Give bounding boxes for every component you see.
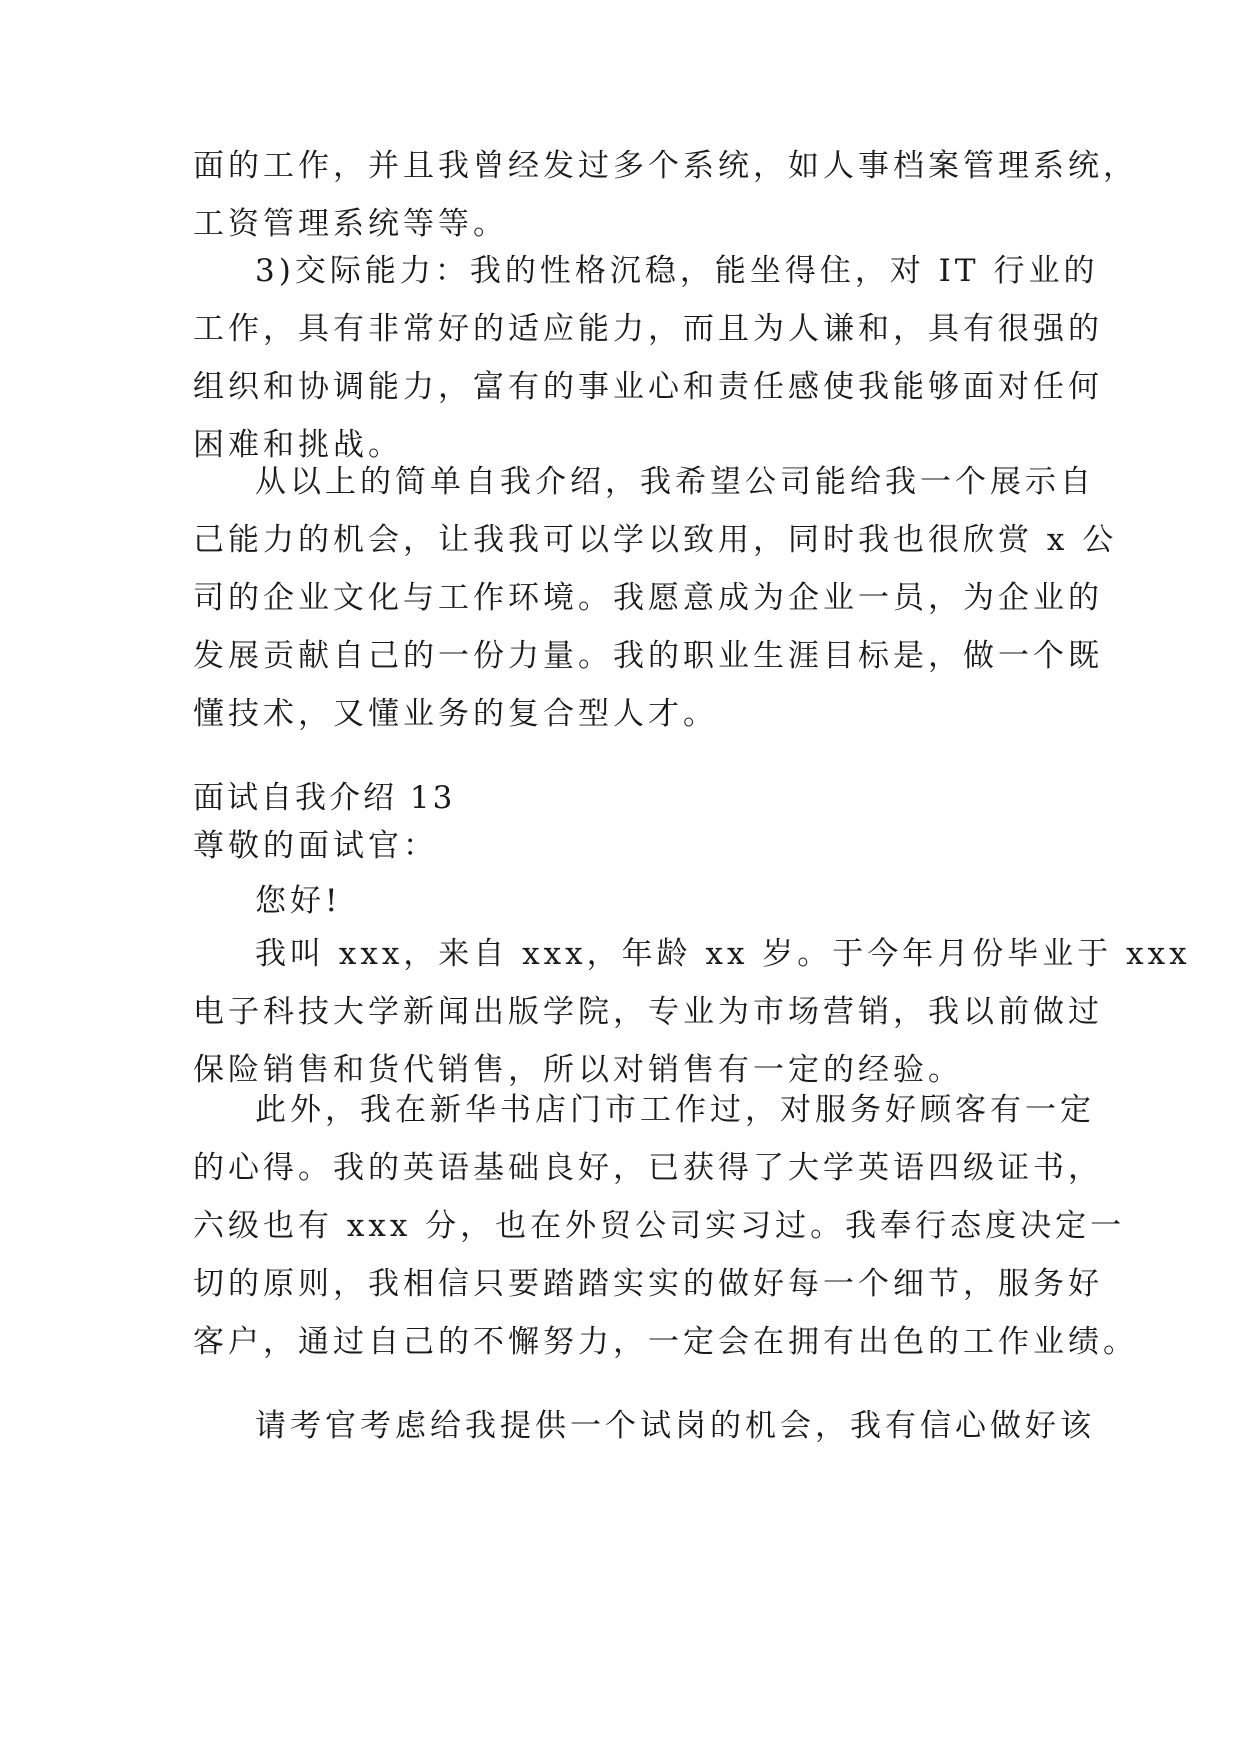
paragraph-introduction <box>193 925 1191 1099</box>
text-line: 发展贡献自己的一份力量。我的职业生涯目标是，做一个既 <box>193 638 1103 674</box>
paragraph-experience <box>193 1081 1138 1371</box>
text-line: 工作，具有非常好的适应能力，而且为人谦和，具有很强的 <box>193 311 1103 347</box>
greeting <box>193 872 1055 930</box>
text-line: 司的企业文化与工作环境。我愿意成为企业一员，为企业的 <box>193 580 1103 616</box>
paragraph-conclusion <box>193 453 1118 743</box>
text-line: 切的原则，我相信只要踏踏实实的做好每一个细节，服务好 <box>193 1266 1103 1302</box>
text-line: 客户，通过自己的不懈努力，一定会在拥有出色的工作业绩。 <box>193 1324 1138 1360</box>
text-line: 从以上的简单自我介绍，我希望公司能给我一个展示自 <box>255 464 1095 500</box>
paragraph-skills-continuation <box>193 137 1138 253</box>
salutation-text: 尊敬的面试官： <box>193 828 438 864</box>
text-line: 保险销售和货代销售，所以对销售有一定的经验。 <box>193 1052 963 1088</box>
text-line: 困难和挑战。 <box>193 427 403 463</box>
text-line: 请考官考虑给我提供一个试岗的机会，我有信心做好该 <box>255 1408 1095 1444</box>
greeting-text: 您好! <box>255 883 342 919</box>
text-line: 六级也有 xxx 分，也在外贸公司实习过。我奉行态度决定一 <box>193 1208 1126 1244</box>
paragraph-request <box>193 1397 1095 1455</box>
text-line: 我叫 xxx，来自 xxx，年龄 xx 岁。于今年月份毕业于 xxx <box>255 936 1191 972</box>
text-line: 己能力的机会，让我我可以学以致用，同时我也很欣赏 x 公 <box>193 522 1118 558</box>
paragraph-communication-ability <box>193 242 1103 474</box>
text-line: 电子科技大学新闻出版学院，专业为市场营销，我以前做过 <box>193 994 1103 1030</box>
salutation <box>193 817 1055 875</box>
text-line: 工资管理系统等等。 <box>193 206 508 242</box>
section-title-text: 面试自我介绍 13 <box>193 780 456 816</box>
text-line: 此外，我在新华书店门市工作过，对服务好顾客有一定 <box>255 1092 1095 1128</box>
text-line: 组织和协调能力，富有的事业心和责任感使我能够面对任何 <box>193 369 1103 405</box>
text-line: 懂技术，又懂业务的复合型人才。 <box>193 696 718 732</box>
text-line: 3)交际能力：我的性格沉稳，能坐得住，对 IT 行业的 <box>255 253 1099 289</box>
text-line: 面的工作，并且我曾经发过多个系统，如人事档案管理系统， <box>193 148 1138 184</box>
text-line: 的心得。我的英语基础良好，已获得了大学英语四级证书， <box>193 1150 1103 1186</box>
